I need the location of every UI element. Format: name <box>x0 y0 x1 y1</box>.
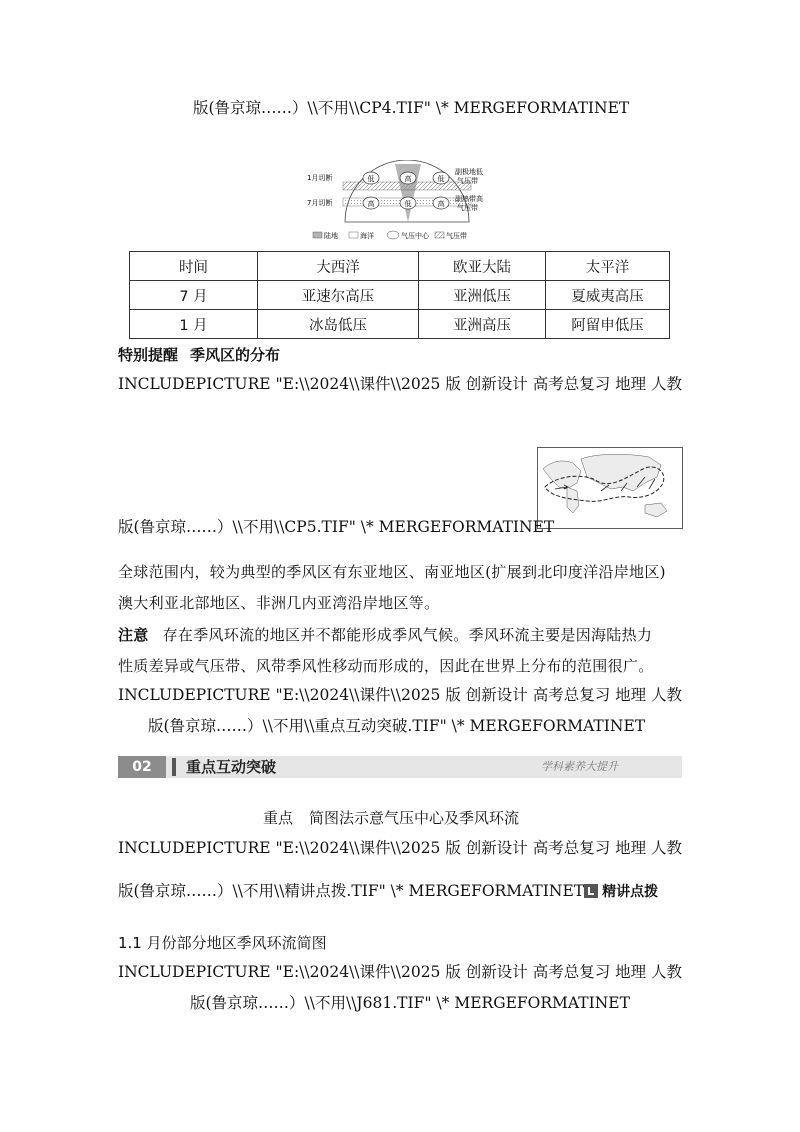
pressure-belt-diagram <box>305 160 505 244</box>
note-text-1: 存在季风环流的地区并不都能形成季风气候。季风环流主要是因海陆热力 <box>162 626 653 644</box>
label-subtrop: 副热带高 <box>455 195 483 203</box>
table-cell: 冰岛低压 <box>258 310 419 339</box>
label-subtrop-belt: 气压带 <box>457 204 478 212</box>
include-picture-text-b: INCLUDEPICTURE "E:\\2024\\课件\\2025 版 创新设计 高考总复习 地理 人教 <box>118 686 683 704</box>
include-picture-text-d: INCLUDEPICTURE "E:\\2024\\课件\\2025 版 创新设计 高考总复习 地理 人教 <box>118 963 683 981</box>
image-path-text-cp5: 版(鲁京琼……）\\不用\\CP5.TIF" \* MERGEFORMATINET <box>118 518 555 536</box>
jan-high: 高 <box>404 175 412 183</box>
monsoon-world-map <box>537 447 683 529</box>
table-row <box>130 310 670 339</box>
th-time: 时间 <box>130 252 258 281</box>
section-banner <box>118 756 682 778</box>
pressure-centers-table <box>129 251 670 339</box>
include-picture-text-a: INCLUDEPICTURE "E:\\2024\\课件\\2025 版 创新设计 高考总复习 地理 人教 <box>118 375 683 393</box>
legend-land: 陆地 <box>324 232 338 240</box>
table-cell: 亚洲低压 <box>419 281 546 310</box>
tip-title: 特别提醒 <box>118 346 179 364</box>
jan-low-2: 低 <box>437 175 445 183</box>
label-jan-cut: 1月切断 <box>307 174 333 182</box>
note-line-1 <box>118 625 652 645</box>
key-point-text: 简图法示意气压中心及季风环流 <box>309 809 520 827</box>
table-header-row <box>130 252 670 281</box>
section-title: 重点互动突破 <box>186 758 277 776</box>
bookmark-icon <box>584 884 598 898</box>
table-cell: 阿留申低压 <box>546 310 670 339</box>
image-path-text-zhongdian: 版(鲁京琼……）\\不用\\重点互动突破.TIF" \* MERGEFORMATINET <box>148 717 646 735</box>
include-picture-text-c: INCLUDEPICTURE "E:\\2024\\课件\\2025 版 创新设计 高考总复习 地理 人教 <box>118 839 683 857</box>
table-cell: 1 月 <box>130 310 258 339</box>
image-path-text-j681: 版(鲁京琼……）\\不用\\J681.TIF" \* MERGEFORMATINET <box>190 994 630 1012</box>
legend-center: 气压中心 <box>401 232 429 240</box>
table-cell: 夏威夷高压 <box>546 281 670 310</box>
section-number: 02 <box>118 756 166 778</box>
jul-high-2: 高 <box>437 200 445 208</box>
legend-belt: 气压带 <box>446 232 467 240</box>
table-cell: 亚洲高压 <box>419 310 546 339</box>
jan-circulation-heading: 1.1 月份部分地区季风环流简图 <box>118 934 327 952</box>
jan-low-1: 低 <box>367 175 375 183</box>
jul-low: 低 <box>404 200 412 208</box>
monsoon-paragraph-line-1: 全球范围内，较为典型的季风区有东亚地区、南亚地区(扩展到北印度洋沿岸地区) <box>118 563 666 581</box>
label-jul-cut: 7月切断 <box>307 199 333 207</box>
image-path-text-jingjiang <box>118 881 658 902</box>
note-line-2: 性质差异或气压带、风带季风性移动而形成的，因此在世界上分布的范围很广。 <box>118 657 654 675</box>
monsoon-paragraph-line-2: 澳大利亚北部地区、非洲几内亚湾沿岸地区等。 <box>118 594 440 612</box>
th-eurasia: 欧亚大陆 <box>419 252 546 281</box>
section-subtitle: 学科素养大提升 <box>541 760 618 773</box>
image-path-jingjiang-text: 版(鲁京琼……）\\不用\\精讲点拨.TIF" \* MERGEFORMATINET <box>118 882 585 900</box>
jingjiang-label: 精讲点拨 <box>602 884 659 900</box>
th-atlantic: 大西洋 <box>258 252 419 281</box>
note-label: 注意 <box>118 626 149 644</box>
key-point-heading <box>263 808 519 828</box>
table-cell: 亚速尔高压 <box>258 281 419 310</box>
tip-subtitle: 季风区的分布 <box>190 346 281 364</box>
table-cell: 7 月 <box>130 281 258 310</box>
legend-sea: 海洋 <box>360 232 374 240</box>
th-pacific: 太平洋 <box>546 252 670 281</box>
image-path-text-cp4: 版(鲁京琼……）\\不用\\CP4.TIF" \* MERGEFORMATINET <box>193 99 630 117</box>
key-point-label: 重点 <box>263 809 294 827</box>
jul-high-1: 高 <box>367 200 375 208</box>
label-subpolar-belt: 气压带 <box>457 177 478 185</box>
table-row <box>130 281 670 310</box>
tip-heading <box>118 345 280 365</box>
section-divider-bar <box>172 758 176 776</box>
label-subpolar: 副极地低 <box>455 168 483 176</box>
